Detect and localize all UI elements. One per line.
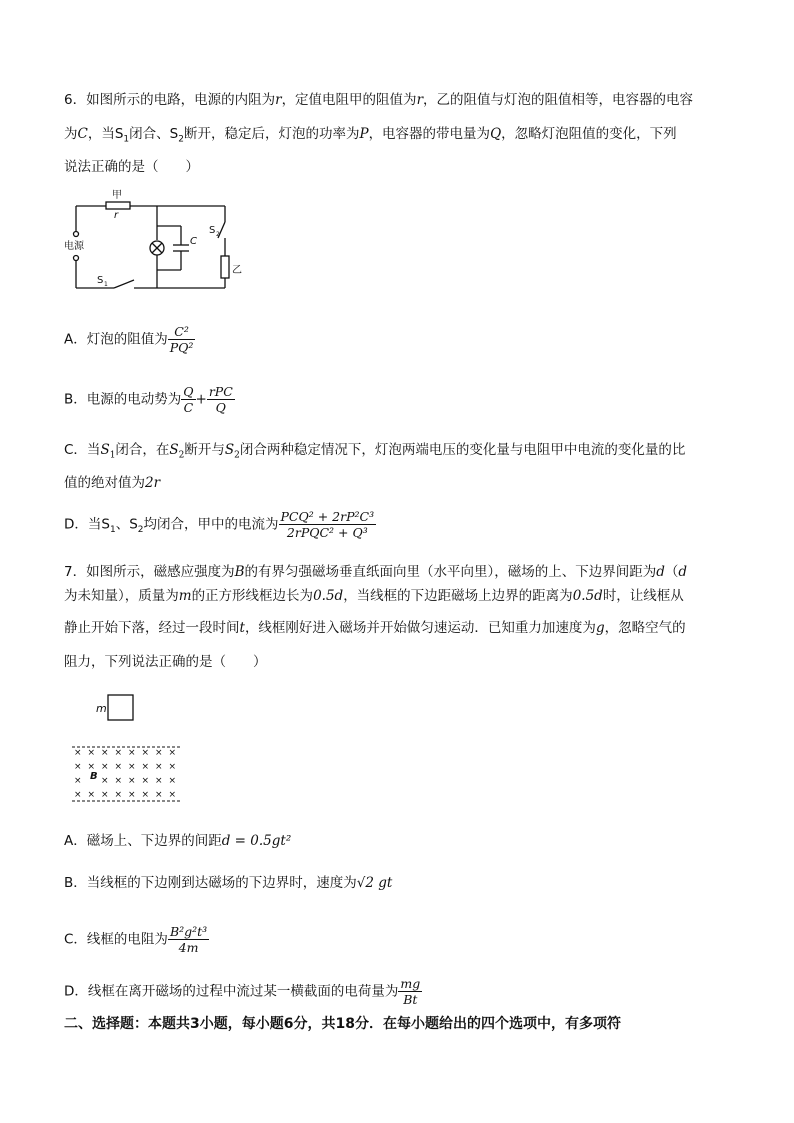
field-cross: × [101, 748, 109, 758]
q7-stem-line3: 静止开始下落，经过一段时间t，线框刚好进入磁场并开始做匀速运动．已知重力加速度为g，忽略空气的 [64, 620, 686, 636]
field-cross: × [74, 776, 82, 786]
capacitor-label: C [190, 236, 197, 247]
field-cross: × [128, 776, 136, 786]
field-cross: × [128, 748, 136, 758]
field-cross: × [141, 776, 150, 786]
field-cross: × [74, 790, 82, 800]
field-b-label: B [90, 771, 98, 782]
resistor-r-label: r [114, 210, 119, 221]
field-cross: × [155, 776, 163, 786]
field-cross: × [114, 776, 123, 786]
field-cross: × [141, 762, 150, 772]
q7-option-b: B．当线框的下边刚到达磁场的下边界时，速度为√2 gt [64, 875, 393, 891]
field-cross: × [101, 776, 109, 786]
field-cross: × [114, 790, 123, 800]
square-coil [108, 695, 133, 720]
switch-s1-label: S [97, 275, 104, 286]
field-cross: × [168, 762, 177, 772]
field-cross: × [128, 790, 136, 800]
q7-option-a: A．磁场上、下边界的间距d = 0.5gt² [64, 833, 292, 849]
q6-circuit-diagram [62, 186, 252, 296]
resistor-yi-label: 乙 [232, 265, 242, 276]
q6-stem-line2: 为C，当$S_1$闭合、$S_2$断开，稳定后，灯泡的功率为P，电容器的带电量为Q，忽略灯泡阻值的变化，下列 [64, 126, 677, 145]
field-cross: × [114, 748, 123, 758]
svg-text:1: 1 [104, 281, 108, 288]
q7-option-c: C．线框的电阻为 $\frac{\text{B²g²t³}}{4m}$ [64, 924, 208, 955]
field-cross: × [128, 762, 136, 772]
q7-option-d: D．线框在离开磁场的过程中流过某一横截面的电荷量为 $\frac{mg}{Bt}$ [64, 976, 421, 1007]
q6-stem-line1: 6．如图所示的电路，电源的内阻为r，定值电阻甲的阻值为r，乙的阻值与灯泡的阻值相等，电容器的电容 [64, 92, 694, 108]
field-cross: × [141, 748, 150, 758]
field-cross: × [168, 790, 177, 800]
mass-label: m [96, 702, 107, 715]
q7-stem-line2: 为未知量），质量为m的正方形线框边长为0.5d，当线框的下边距磁场上边界的距离为0.5d时，让线框从 [64, 588, 684, 604]
resistor-jia-label: 甲 [112, 190, 122, 201]
field-cross: × [155, 748, 163, 758]
field-cross: × [74, 762, 82, 772]
field-cross: × [114, 762, 123, 772]
field-cross: × [141, 790, 150, 800]
q6-option-c-line1: C．当$S_1$闭合，在$S_2$断开与$S_2$闭合两种稳定情况下，灯泡两端电压的变化量与电阻甲中电流的变化量的比 [64, 442, 686, 461]
field-cross: × [168, 776, 177, 786]
q6-stem-line3: 说法正确的是（ ） [64, 159, 199, 175]
switch-s2-label: S [209, 225, 216, 236]
field-cross: × [101, 762, 109, 772]
q7-magnetic-field-diagram [70, 690, 190, 805]
q7-stem-line1: 7．如图所示，磁感应强度为B的有界匀强磁场垂直纸面向里（水平向里），磁场的上、下边界间距为d（d [64, 564, 688, 580]
field-cross: × [168, 748, 177, 758]
svg-text:2: 2 [216, 231, 220, 238]
q6-option-a: A．灯泡的阻值为 $\frac{\text{C²}}{\text{PQ²}}$ [64, 324, 194, 355]
field-cross: × [87, 790, 96, 800]
field-cross: × [155, 762, 163, 772]
q6-option-d: D．当$S_1$、$S_2$均闭合，甲中的电流为 $\frac{\text{PCQ² + 2rP²C³}}{\text{2rPQC² + Q³}}$ [64, 509, 375, 540]
q7-stem-line4: 阻力，下列说法正确的是（ ） [64, 654, 267, 670]
power-source-label: 电源 [64, 241, 84, 252]
q6-option-c-line2: 值的绝对值为2r [64, 475, 161, 491]
field-cross: × [87, 748, 96, 758]
field-cross: × [155, 790, 163, 800]
q6-option-b: B．电源的电动势为 $\frac{Q}{C}$ + $\frac{\text{rPC}}{Q}$ [64, 384, 233, 415]
field-cross: × [101, 790, 109, 800]
field-cross: × [74, 748, 82, 758]
section-2-heading: 二、选择题：本题共3小题，每小题6分，共18分．在每小题给出的四个选项中，有多项符 [64, 1016, 621, 1032]
field-cross: × [87, 762, 96, 772]
